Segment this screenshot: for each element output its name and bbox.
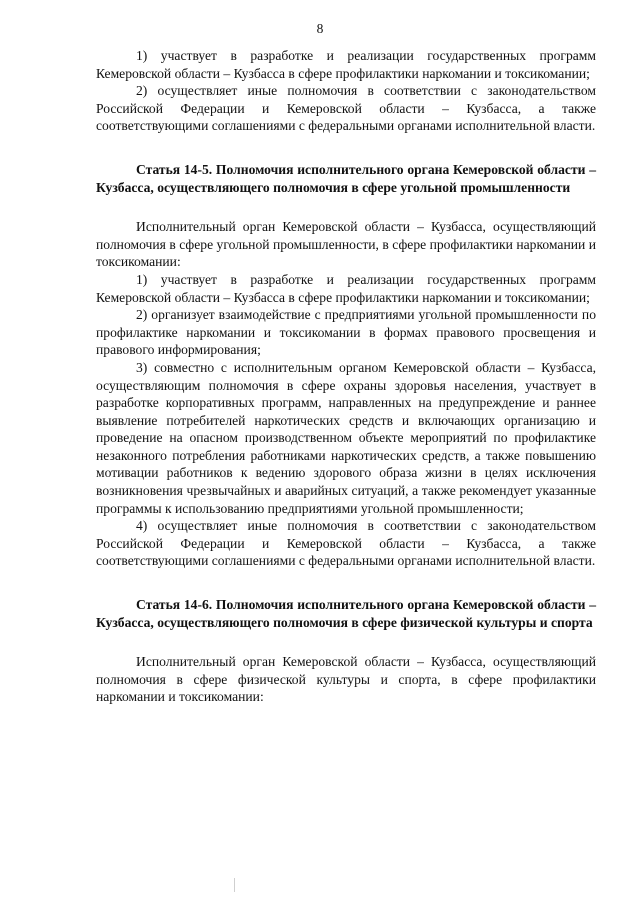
scan-artifact xyxy=(234,878,235,892)
article-heading: Статья 14-5. Полномочия исполнительного органа Кемеровской области – Кузбасса, осуществляющего полномочия в сфере угольной промышленности xyxy=(96,161,596,195)
spacer xyxy=(96,135,596,161)
document-body xyxy=(96,47,596,706)
article-intro: Исполнительный орган Кемеровской области – Кузбасса, осуществляющий полномочия в сфере физической культуры и спорта, в сфере профилактики наркомании и токсикомании: xyxy=(96,654,596,705)
list-item: 2) организует взаимодействие с предприятиями угольной промышленности по профилактике наркомании и токсикомании в формах правового просвещения и правового информирования; xyxy=(96,307,596,358)
list-item: 1) участвует в разработке и реализации государственных программ Кемеровской области – Кузбасса в сфере профилактики наркомании и токсикомании; xyxy=(96,271,596,305)
spacer xyxy=(96,196,596,218)
list-item: 2) осуществляет иные полномочия в соответствии с законодательством Российской Федерации и Кемеровской области – Кузбасса, а также соответствующими соглашениями с федеральными органами исполнительной власти. xyxy=(96,83,596,134)
spacer xyxy=(96,570,596,596)
spacer xyxy=(96,631,596,653)
article-intro: Исполнительный орган Кемеровской области – Кузбасса, осуществляющий полномочия в сфере угольной промышленности, в сфере профилактики наркомании и токсикомании: xyxy=(96,219,596,270)
list-item: 1) участвует в разработке и реализации государственных программ Кемеровской области – Кузбасса в сфере профилактики наркомании и токсикомании; xyxy=(96,48,596,81)
list-item: 3) совместно с исполнительным органом Кемеровской области – Кузбасса, осуществляющим полномочия в сфере охраны здоровья населения, участвует в разработке корпоративных программ, направленных на предупреждение и раннее выявление потребителей наркотических средств и включающих организацию и проведение на опасном производственном объекте мероприятий по профилактике незаконного потребления работниками наркотических средств, а также повышению мотивации работников к ведению здорового образа жизни в целях исключения возникновения чрезвычайных и аварийных ситуаций, а также рекомендует указанные программы к использованию предприятиями угольной промышленности; xyxy=(96,359,596,516)
list-item: 4) осуществляет иные полномочия в соответствии с законодательством Российской Федерации и Кемеровской области – Кузбасса, а также соответствующими соглашениями с федеральными органами исполнительной власти. xyxy=(96,518,596,569)
page-number: 8 xyxy=(316,21,324,36)
article-heading: Статья 14-6. Полномочия исполнительного органа Кемеровской области – Кузбасса, осуществляющего полномочия в сфере физической культуры и спорта xyxy=(96,597,596,630)
